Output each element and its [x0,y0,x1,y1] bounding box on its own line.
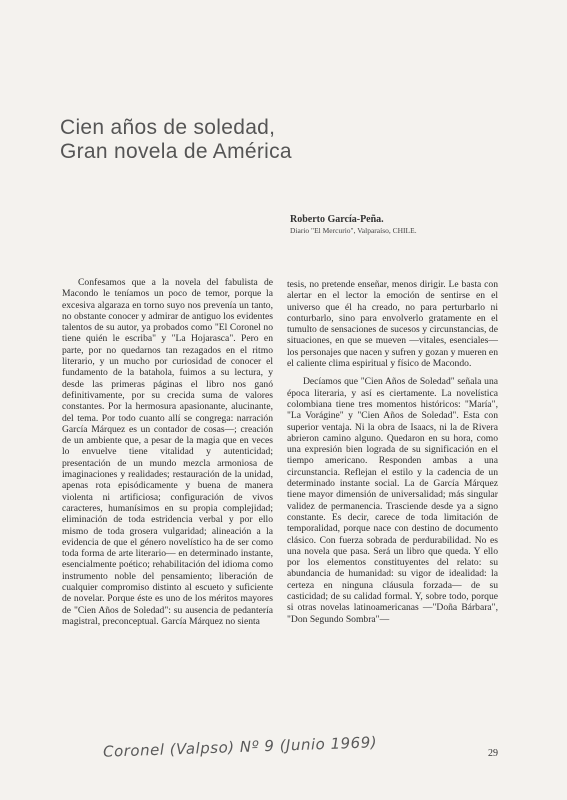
byline [290,214,417,235]
right-paragraph-1: tesis, no pretende enseñar, menos dirigir. Le basta con alertar en el lector la emoción de sentirse en el universo que él ha creado, no para perturbarlo ni conturbarlo, sino para envolverlo gratamente en el tumulto de sensaciones de sucesos y circunstancias, de situaciones, en que se mueven —vitales, esenciales— los personajes que nacen y sufren y gozan y mueren en el caliente clima espiritual y físico de Macondo. [287,279,498,370]
left-paragraph-1: Confesamos que a la novela del fabulista de Macondo le teníamos un poco de temor, porque la excesiva algaraza en torno suyo nos prevenía un tanto, no obstante conocer y admirar de antiguo los evidentes talentos de su autor, ya probados como "El Coronel no tiene quién le escriba" y "La Hojarasca". Pero en parte, por no quedarnos tan rezagados en el ritmo literario, y un mucho por curiosidad de conocer el fundamento de la batahola, fuimos a su lectura, y desde las primeras páginas el libro nos ganó definitivamente, por su crecida suma de valores constantes. Por la hermosura apasionante, alucinante, del tema. Por todo cuanto allí se congrega: narración García Márquez es un contador de cosas—; creación de un ambiente que, a pesar de la magia que en veces lo envuelve tiene vitalidad y autenticidad; presentación de un mundo mezcla armoniosa de imaginaciones y realidades; restauración de la unidad, apenas rota episódicamente y buena de manera violenta ni artificiosa; configuración de vivos caracteres, humanísimos en su propia complejidad; eliminación de toda estridencia verbal y por ello mismo de toda grosera vulgaridad; alineación a la evidencia de que el género novelístico ha de ser como toda forma de arte literario— en determinado instante, esencialmente poético; rehabilitación del idioma como instrumento noble del pensamiento; liberación de cualquier compromiso distinto al escueto y suficiente de novelar. Porque éste es uno de los méritos mayores de "Cien Años de Soledad": su ausencia de pedantería magistral, preconceptual. García Márquez no sienta [62,277,273,627]
title-line-1: Cien años de soledad, [60,116,276,139]
author-name: Roberto García-Peña. [290,214,384,225]
handwritten-note: Coronel (Valpso) Nº 9 (Junio 1969) [102,733,378,761]
page-number: 29 [488,748,498,759]
left-column [62,277,273,627]
title-line-2: Gran novela de América [60,140,292,163]
right-paragraph-2: Decíamos que "Cien Años de Soledad" señala una época literaria, y así es ciertamente. La novelística colombiana tiene tres momentos históricos: "María", "La Vorágine" y "Cien Años de Soledad". Esta con superior ventaja. Ni la obra de Isaacs, ni la de Rivera abrieron camino alguno. Quedaron en su hora, como una expresión bien lograda de su significación en el tiempo americano. Responden ambas a una circunstancia. Reflejan el estilo y la cadencia de un determinado instante social. La de García Márquez tiene mayor dimensión de universalidad; más singular validez de permanencia. Trasciende desde ya a signo constante. Es decir, carece de toda limitación de temporalidad, porque nace con destino de documento clásico. Con fuerza sobrada de perdurabilidad. No es una novela que pasa. Será un libro que queda. Y ello por los elementos constituyentes del relato: su abundancia de humanidad: su vigor de idealidad: la certeza en ninguna cláusula forzada— de su casticidad; de su calidad formal. Y, sobre todo, porque si otras novelas latinoamericanas —"Doña Bárbara", "Don Segundo Sombra"— [287,376,498,625]
right-column [287,279,498,625]
author-affiliation: Diario "El Mercurio", Valparaíso, CHILE. [290,226,417,235]
article-title [60,116,292,164]
